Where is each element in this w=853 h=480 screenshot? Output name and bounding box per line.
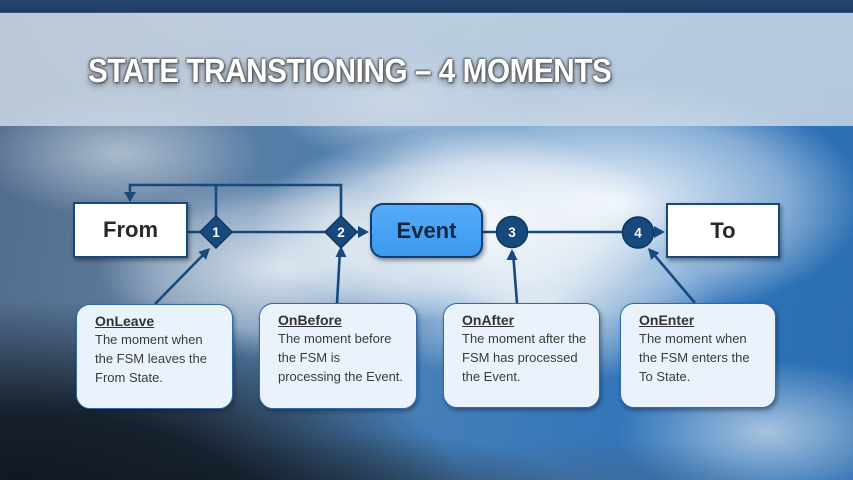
node-2-number: 2: [337, 225, 345, 240]
arrowhead-into-node3: [507, 249, 518, 260]
slide-title: STATE TRANSTIONING – 4 MOMENTS: [88, 52, 612, 89]
arrowhead-loop-into-from: [124, 192, 136, 202]
callout-onafter-title: OnAfter: [462, 312, 515, 328]
node-3-number: 3: [508, 225, 516, 240]
state-from-label: From: [103, 217, 158, 242]
callout-onenter-title: OnEnter: [639, 312, 695, 328]
state-box-to: [666, 203, 780, 258]
callout-onafter: [443, 303, 600, 408]
callout-onenter: [620, 303, 776, 408]
callout-onleave: [76, 304, 233, 409]
callout-onenter-body: The moment when the FSM enters the To State.: [639, 331, 750, 384]
connector-onleave: [155, 254, 204, 304]
callout-onbefore: [259, 303, 417, 409]
arrowhead-into-to: [654, 226, 665, 238]
state-box-from: [73, 202, 188, 258]
connector-onenter: [651, 251, 695, 303]
callout-onbefore-body: The moment before the FSM is processing the Event.: [278, 331, 404, 384]
state-to-label: To: [710, 217, 736, 243]
arrowhead-into-event: [358, 226, 369, 238]
state-event-label: Event: [396, 217, 457, 243]
callout-onbefore-title: OnBefore: [278, 312, 342, 328]
callout-onleave-title: OnLeave: [95, 313, 155, 329]
callout-onleave-body: The moment when the FSM leaves the From State.: [95, 332, 207, 385]
node-4-number: 4: [634, 225, 642, 241]
state-box-event: [370, 203, 483, 258]
connector-onbefore: [337, 250, 340, 303]
callout-onafter-body: The moment after the FSM has processed the Event.: [462, 331, 587, 384]
node-1-number: 1: [212, 225, 220, 240]
